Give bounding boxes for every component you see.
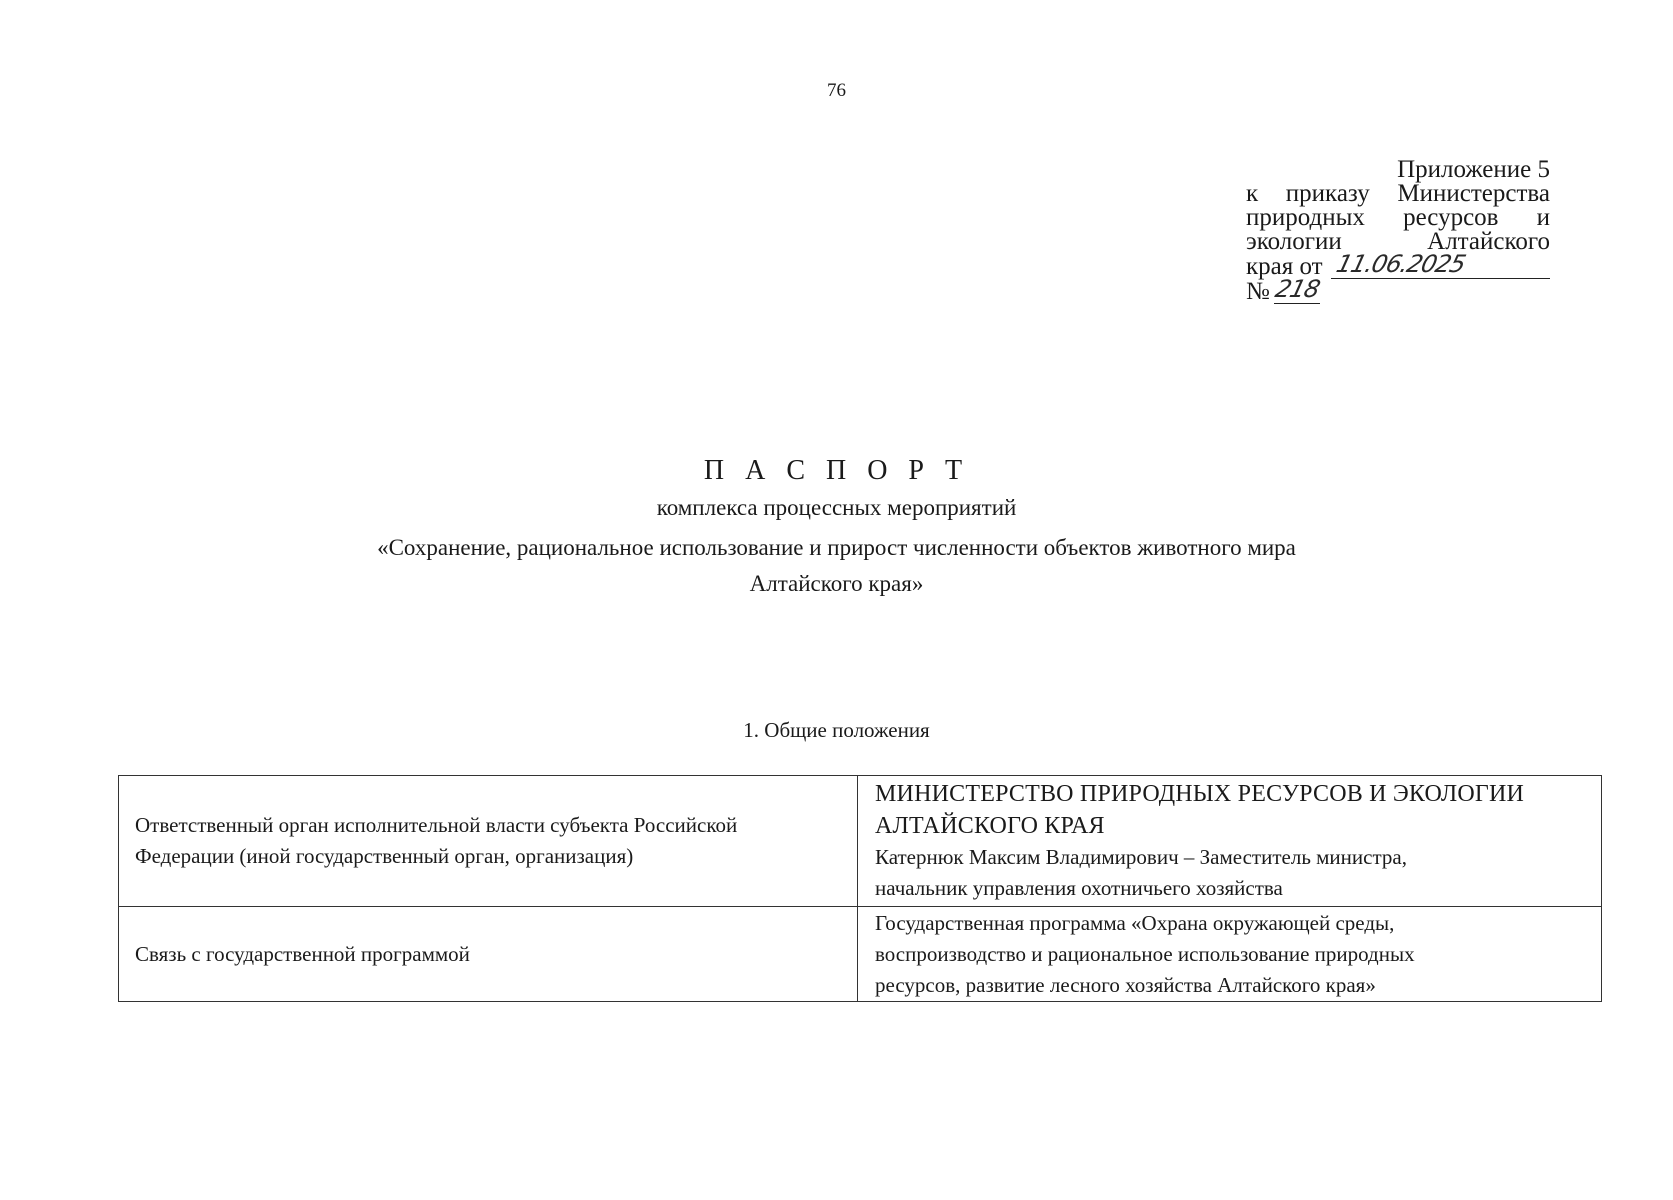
program-link-line: воспроизводство и рациональное использование природных (875, 941, 1415, 966)
ministry-name-line: МИНИСТЕРСТВО ПРИРОДНЫХ РЕСУРСОВ И ЭКОЛОГИИ (875, 781, 1525, 807)
handwritten-number: 218 (1272, 275, 1323, 303)
label-line: Ответственный орган исполнительной власти субъекта Российской (135, 813, 738, 837)
page-number: 76 (827, 80, 846, 101)
program-name (230, 530, 1443, 602)
number-field (1272, 275, 1323, 304)
appendix-title: Приложение 5 (1397, 156, 1550, 183)
table-cell-label (119, 776, 858, 907)
table-row (119, 907, 1602, 1002)
table-row (119, 776, 1602, 907)
general-provisions-table (118, 775, 1602, 1002)
responsible-person-line: начальник управления охотничьего хозяйства (875, 876, 1283, 900)
program-name-line-2: Алтайского края» (749, 571, 924, 596)
date-prefix: края от (1246, 253, 1323, 280)
handwritten-date: 11.06.2025 (1333, 250, 1468, 278)
document-subtitle: комплекса процессных мероприятий (656, 495, 1017, 520)
appendix-number-row (1246, 275, 1550, 305)
program-link-line: ресурсов, развитие лесного хозяйства Алтайского края» (875, 972, 1376, 997)
table-cell-label (119, 907, 858, 1002)
table-cell-value (858, 776, 1602, 907)
ministry-name-line: АЛТАЙСКОГО КРАЯ (875, 813, 1105, 839)
appendix-block (1246, 158, 1550, 304)
label-line: Федерации (иной государственный орган, организация) (135, 844, 634, 868)
appendix-ecology-line: экологии Алтайского (1246, 228, 1550, 255)
responsible-person-line: Катернюк Максим Владимирович – Заместитель министра, (875, 845, 1407, 869)
program-link-line: Государственная программа «Охрана окружающей среды, (875, 910, 1395, 935)
program-name-line-1: «Сохранение, рациональное использование и прирост численности объектов животного мира (377, 535, 1296, 560)
number-prefix: № (1246, 278, 1270, 305)
document-title: П А С П О Р Т (703, 455, 970, 486)
appendix-ministry-line: природных ресурсов и (1246, 204, 1550, 231)
table-cell-value (858, 907, 1602, 1002)
date-field (1331, 250, 1550, 279)
label-line: Связь с государственной программой (135, 941, 470, 966)
appendix-order-line: к приказу Министерства (1246, 180, 1550, 207)
section-heading: 1. Общие положения (743, 718, 930, 742)
